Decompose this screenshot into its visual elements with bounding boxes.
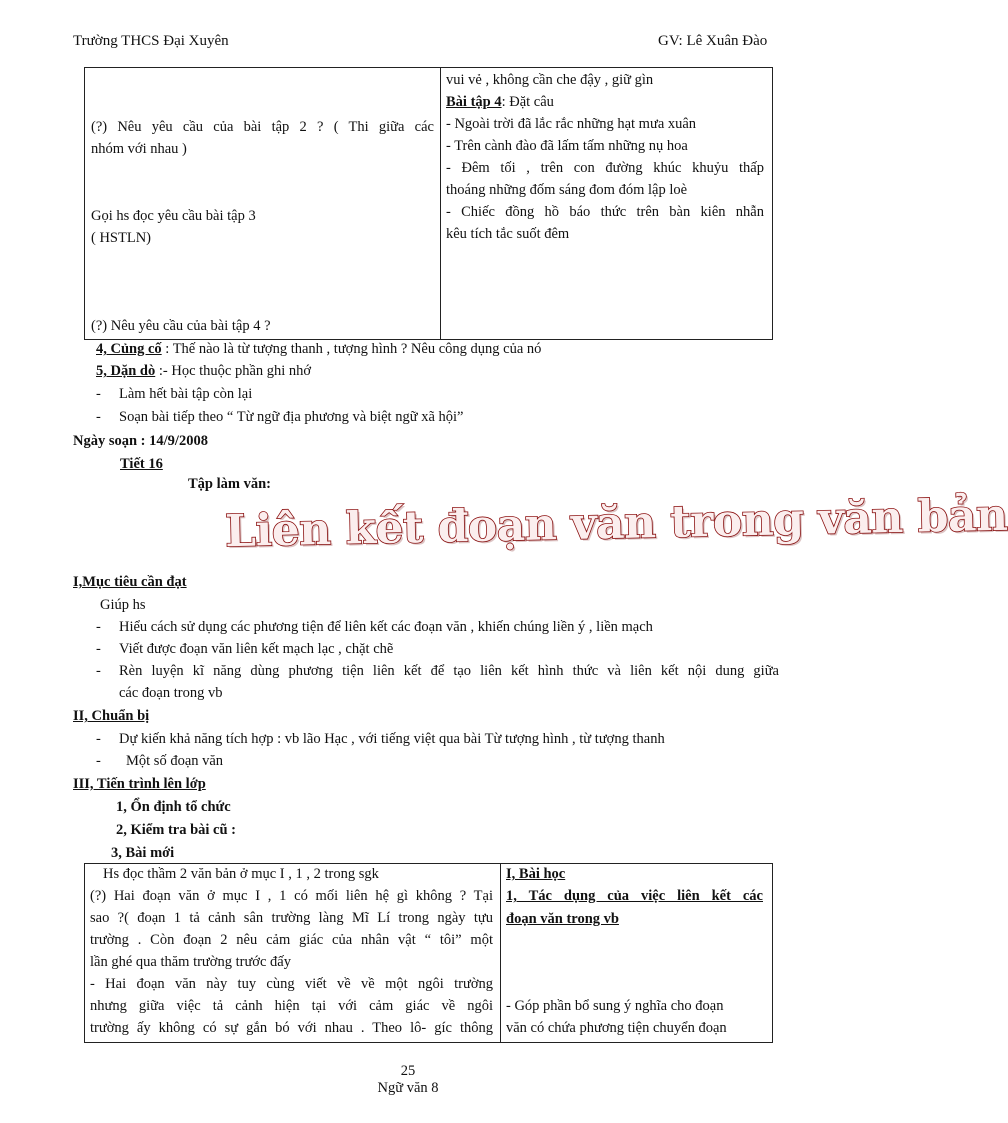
lesson-section-heading: I, Bài học (506, 866, 566, 882)
school-name: Trường THCS Đại Xuyên (73, 33, 229, 49)
question-3-line1: Gọi hs đọc yêu cầu bài tập 3 (91, 208, 256, 224)
answer-line-0: vui vẻ , không cần che đậy , giữ gìn (446, 72, 654, 88)
answer-item: - Chiếc đồng hồ báo thức trên bàn kiên nhẫn (446, 204, 764, 220)
preparation-bullet: - (96, 731, 101, 747)
objective-bullet: - (96, 663, 101, 679)
exercise-4-label: Bài tập 4 (446, 94, 502, 110)
preparation-date: Ngày soạn : 14/9/2008 (73, 433, 208, 449)
answer-item: - Trên cành đào đã lấm tấm những nụ hoa (446, 138, 688, 154)
objective-item: Viết được đoạn văn liên kết mạch lạc , chặt chẽ (119, 641, 394, 657)
objective-bullet: - (96, 619, 101, 635)
answer-item: thoáng những đốm sáng đom đóm lập loè (446, 182, 688, 198)
activity-line: sao ?( đoạn 1 tả cảnh sân trường làng Mĩ Lí trong ngày tựu (90, 910, 493, 926)
activity-line: trường . Còn đoạn 2 nêu cảm giác của nhân vật “ tôi” một (90, 932, 493, 948)
exercise-4-rest: : Đặt câu (501, 94, 554, 110)
answer-item: - Đêm tối , trên con đường khúc khuỷu thấp (446, 160, 764, 176)
preparation-heading: II, Chuẩn bị (73, 708, 150, 724)
activity-line: Hs đọc thầm 2 văn bản ở mục I , 1 , 2 trong sgk (103, 866, 379, 882)
table1-left-cell (85, 68, 441, 340)
preparation-bullet: - (96, 753, 101, 769)
teacher-name: GV: Lê Xuân Đào (658, 33, 768, 49)
objective-item-continued: các đoạn trong vb (119, 685, 223, 701)
procedure-step: 3, Bài mới (111, 845, 175, 861)
homework-task: Làm hết bài tập còn lại (119, 386, 253, 402)
homework-task: Soạn bài tiếp theo “ Từ ngữ địa phương và biệt ngữ xã hội” (119, 409, 464, 425)
homework-line (96, 363, 311, 380)
consolidation-label: 4, Củng cố (96, 341, 162, 357)
lesson-title-wordart: Liên kết đoạn văn trong văn bản (224, 489, 1008, 558)
preparation-item: Một số đoạn văn (126, 753, 224, 769)
table2-right-cell (501, 864, 773, 1043)
objective-item: Rèn luyện kĩ năng dùng phương tiện liên kết để tạo liên kết hình thức và liên kết nội dung giữa (119, 663, 779, 679)
objective-bullet: - (96, 641, 101, 657)
consolidation-line (96, 341, 541, 358)
answer-item: - Ngoài trời đã lắc rắc những hạt mưa xuân (446, 116, 697, 132)
preparation-item: Dự kiến khả năng tích hợp : vb lão Hạc , với tiếng việt qua bài Từ tượng hình , từ tượng thanh (119, 731, 665, 747)
procedure-step: 1, Ổn định tổ chức (116, 799, 231, 815)
lesson-note: văn có chứa phương tiện chuyển đoạn (506, 1020, 727, 1036)
lesson-subheading: 1, Tác dụng của việc liên kết các (506, 888, 763, 904)
lesson-note: - Góp phần bổ sung ý nghĩa cho đoạn (506, 998, 724, 1014)
activity-line: - Hai đoạn văn này tuy cùng viết về về một ngôi trường (90, 976, 493, 992)
procedure-heading: III, Tiến trình lên lớp (73, 776, 206, 792)
exercise-table (84, 67, 773, 340)
procedure-step: 2, Kiểm tra bài cũ : (116, 822, 237, 838)
answer-item: kêu tích tắc suốt đêm (446, 226, 570, 242)
homework-task-bullet: - (96, 409, 101, 425)
homework-label: 5, Dặn dò (96, 363, 156, 379)
objectives-intro: Giúp hs (100, 597, 146, 613)
objectives-heading: I,Mục tiêu cần đạt (73, 574, 187, 590)
lesson-subheading: đoạn văn trong vb (506, 911, 619, 927)
question-2-line2: nhóm với nhau ) (91, 141, 187, 157)
objective-item: Hiểu cách sử dụng các phương tiện để liên kết các đoạn văn , khiến chúng liền ý , liền mạch (119, 619, 653, 635)
activity-line: lần ghé qua thăm trường trước đấy (90, 954, 291, 970)
activity-line: trường ấy không có sự gắn bó với nhau . Theo lô- gíc thông (90, 1020, 493, 1036)
activity-line: (?) Hai đoạn văn ở mục I , 1 có mối liên hệ gì không ? Tại (90, 888, 493, 904)
question-3-line2: ( HSTLN) (91, 230, 152, 246)
book-title: Ngữ văn 8 (377, 1080, 439, 1096)
table2-left-cell (85, 864, 501, 1043)
lesson-period: Tiết 16 (120, 456, 163, 472)
question-4: (?) Nêu yêu cầu của bài tập 4 ? (91, 318, 271, 334)
question-2-line1: (?) Nêu yêu cầu của bài tập 2 ? ( Thi giữa các (91, 119, 434, 135)
table1-right-cell (441, 68, 773, 340)
homework-task-bullet: - (96, 386, 101, 402)
activity-line: nhưng giữa việc tả cảnh hiện tại với cảm giác về ngôi (90, 998, 493, 1014)
lesson-subject: Tập làm văn: (188, 476, 271, 492)
page-number: 25 (400, 1063, 416, 1079)
exercise-4-heading (446, 94, 554, 111)
consolidation-text: : Thế nào là từ tượng thanh , tượng hình ? Nêu công dụng của nó (165, 341, 542, 357)
lesson-table (84, 863, 773, 1043)
homework-text: :- Học thuộc phần ghi nhớ (158, 363, 312, 379)
